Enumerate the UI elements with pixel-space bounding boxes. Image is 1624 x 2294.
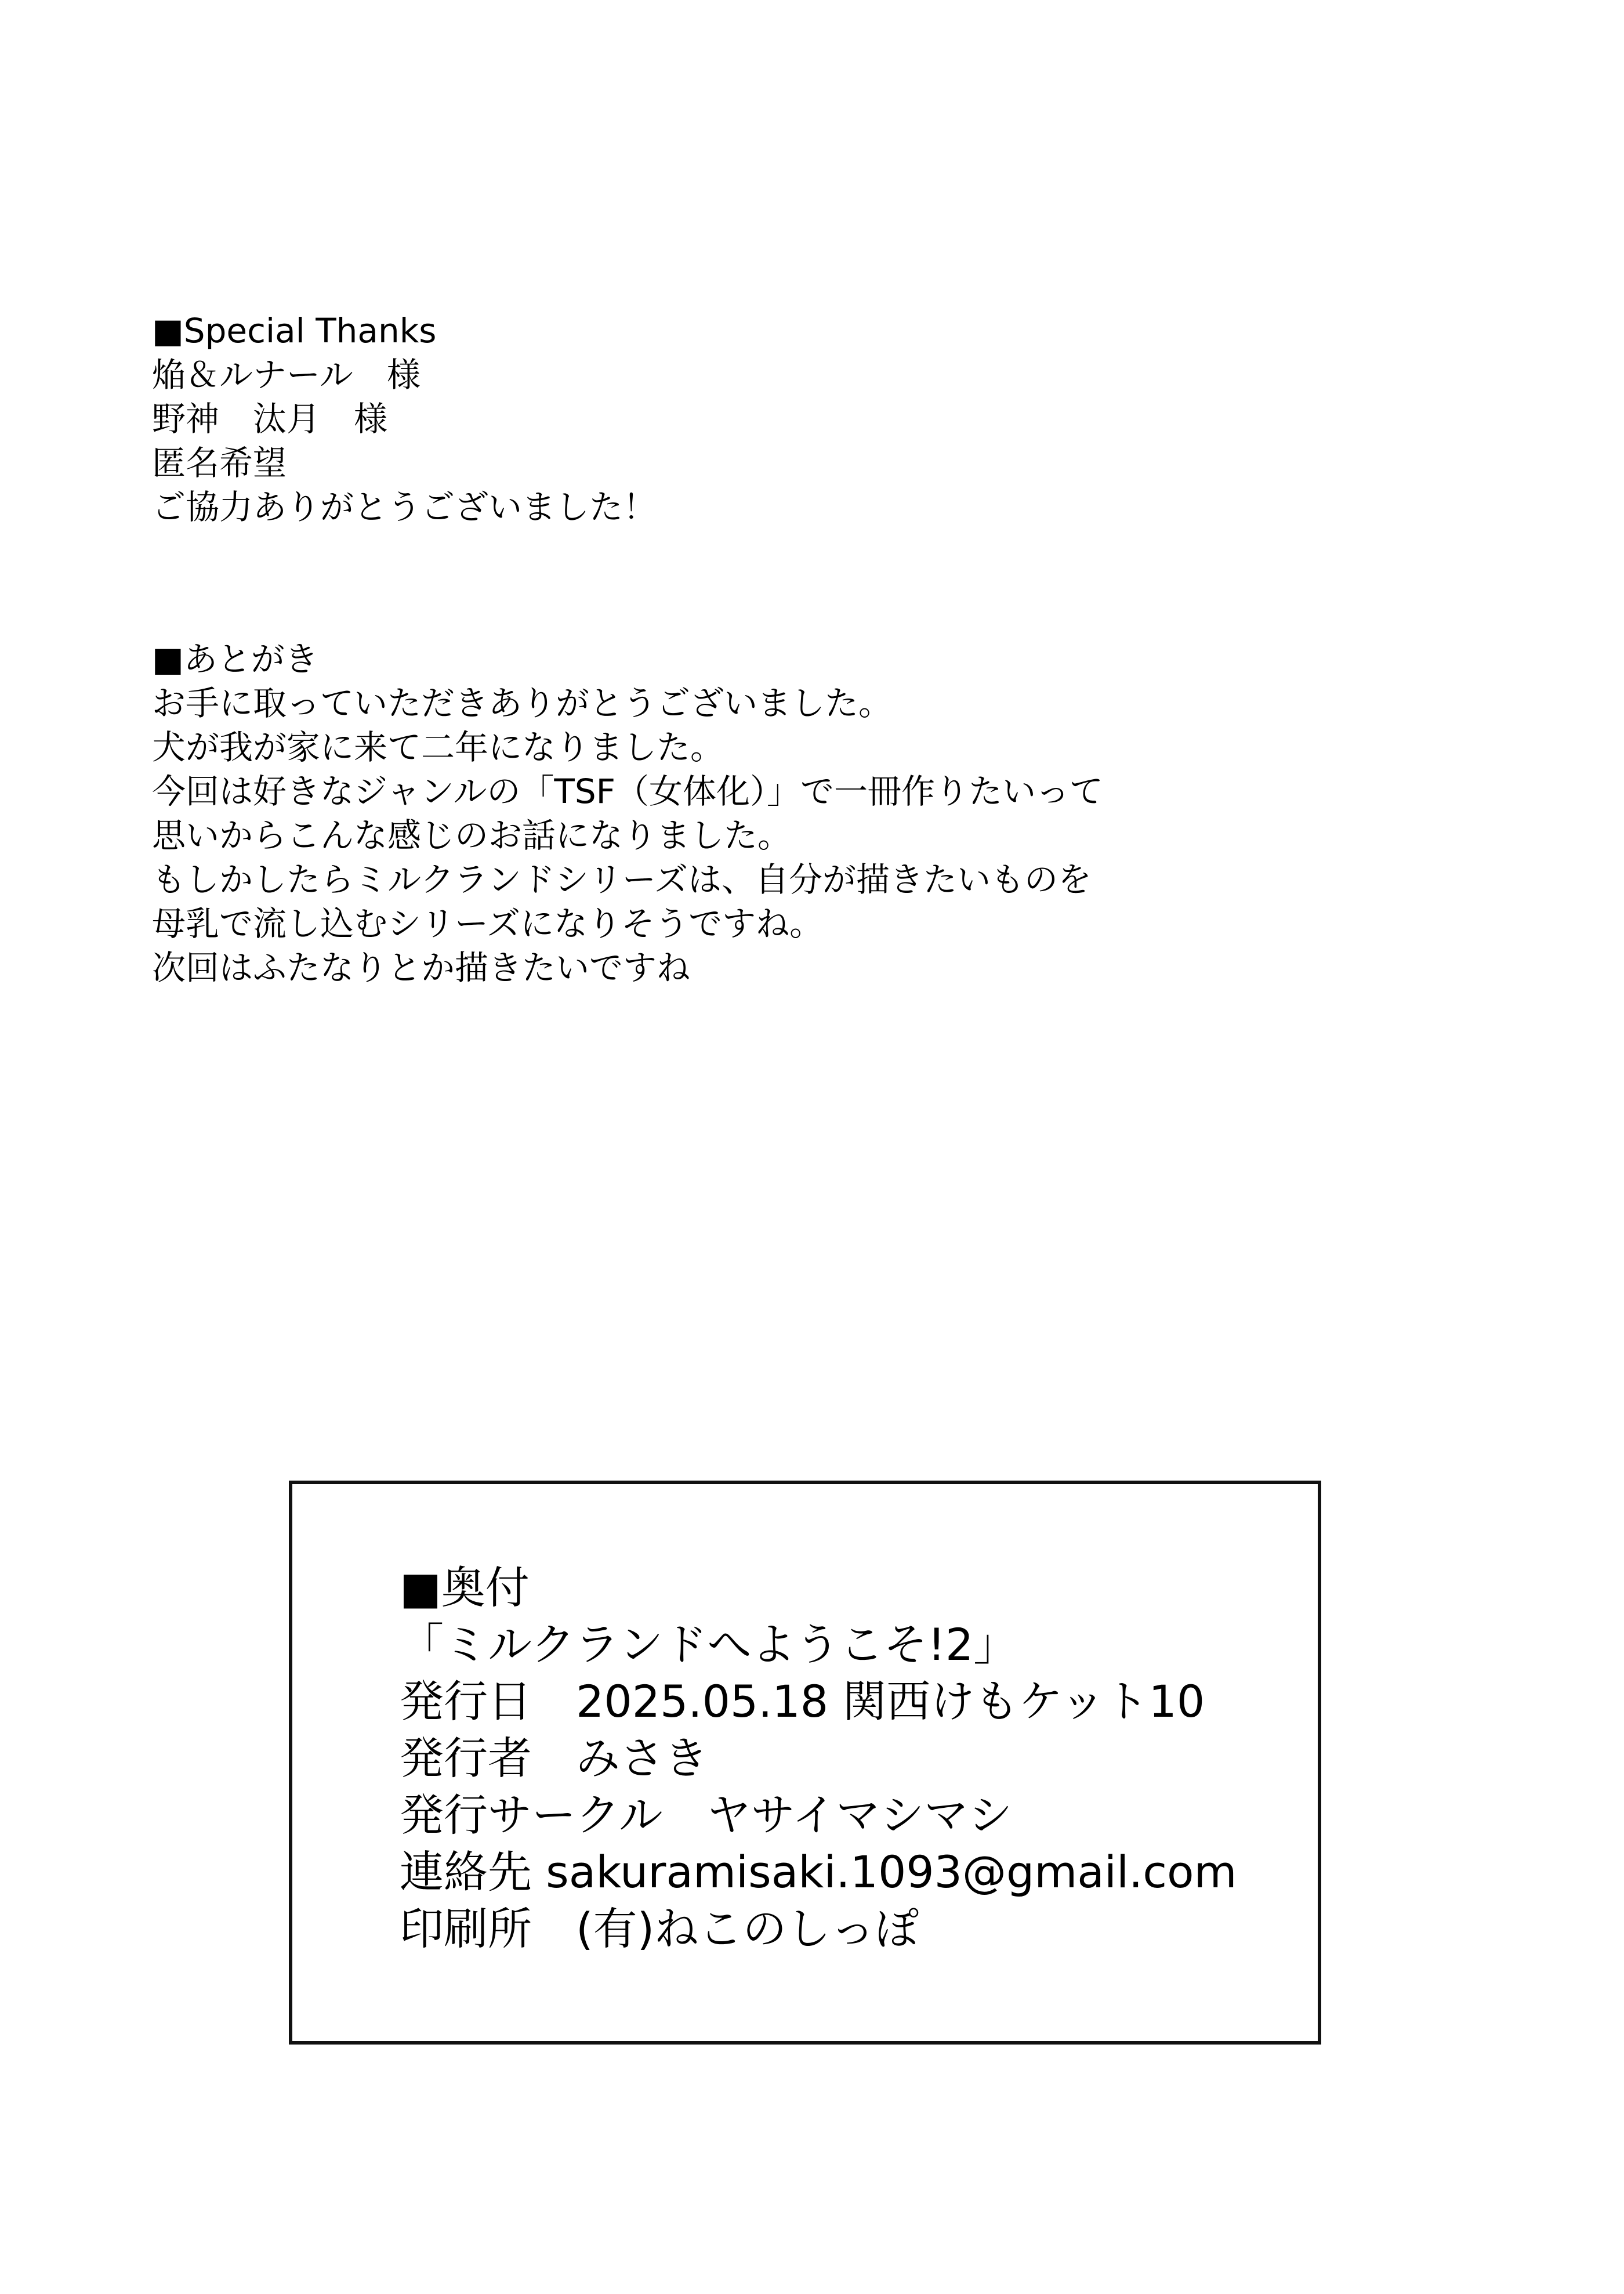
afterword-section: [152, 637, 1103, 990]
colophon-publisher: 発行者 みさき: [400, 1732, 708, 1784]
afterword-line: もしかしたらミルクランドシリーズは、自分が描きたいものを: [152, 860, 1092, 899]
afterword-line: 今回は好きなジャンルの「TSF（女体化）」で一冊作りたいって: [152, 772, 1103, 811]
colophon-box: [289, 1481, 1321, 2045]
special-thanks-section: [152, 309, 657, 529]
colophon-heading: ■奥付: [400, 1562, 530, 1613]
special-thanks-heading: ■Special Thanks: [152, 311, 437, 350]
afterword-line: お手に取っていただきありがとうございました。: [152, 683, 893, 723]
afterword-line: 次回はふたなりとか描きたいですね: [152, 948, 691, 987]
afterword-line: 母乳で流し込むシリーズになりそうですね。: [152, 904, 824, 943]
colophon-printer: 印刷所 (有)ねこのしっぽ: [400, 1903, 919, 1955]
afterword-heading: ■あとがき: [152, 639, 318, 679]
afterword-line: 思いからこんな感じのお話になりました。: [152, 816, 792, 855]
colophon-circle: 発行サークル ヤサイマシマシ: [400, 1789, 1013, 1841]
afterword-line: 犬が我が家に来て二年になりました。: [152, 728, 724, 767]
colophon-publish-date: 発行日 2025.05.18 関西けもケット10: [400, 1676, 1205, 1727]
thanks-line: ご協力ありがとうございました！: [152, 487, 657, 527]
colophon-title: 「ミルクランドへようこそ!2」: [400, 1619, 1018, 1670]
thanks-line: 匿名希望: [152, 443, 287, 483]
colophon-contact: 連絡先 sakuramisaki.1093@gmail.com: [400, 1846, 1237, 1898]
thanks-line: 野神 汰月 様: [152, 399, 388, 439]
colophon-text: [400, 1560, 1237, 1958]
thanks-line: 焔＆ルナール 様: [152, 355, 420, 395]
